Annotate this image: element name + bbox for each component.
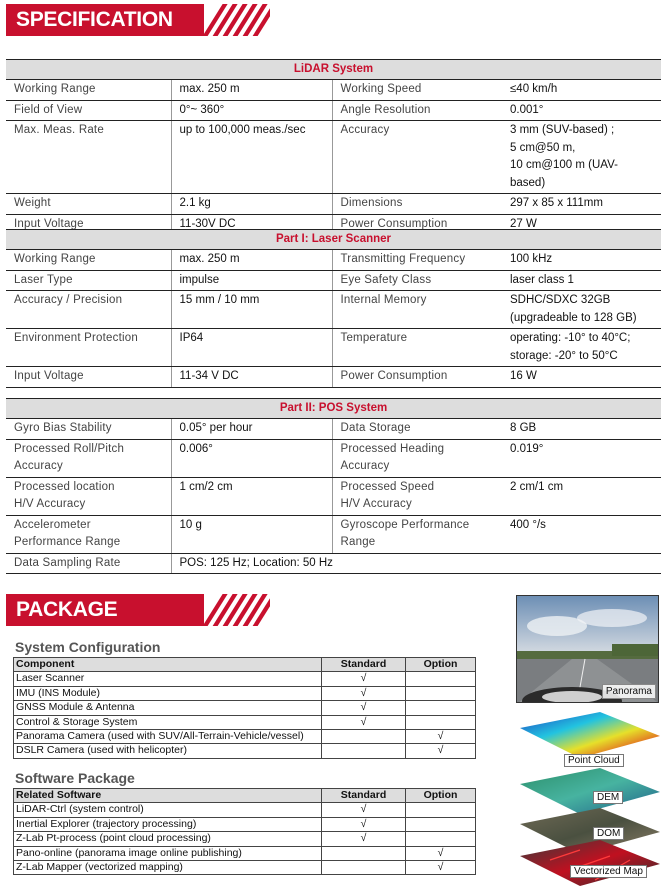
dem-label: DEM [593,791,623,804]
spec-value: 11-34 V DC [171,367,332,388]
check-mark [322,846,406,860]
spec-value: 8 GB [502,419,661,440]
software-package-title: Software Package [15,770,135,786]
laser-scanner-table [6,229,661,388]
spec-value: IP64 [171,329,332,367]
package-row [14,817,476,831]
system-configuration-table [13,657,476,759]
spec-label: Internal Memory [332,291,502,329]
package-row [14,803,476,817]
check-mark: √ [322,817,406,831]
spec-value: 400 °/s [502,515,661,553]
spec-value: POS: 125 Hz; Location: 50 Hz [171,553,661,574]
spec-label: Working Range [6,250,171,271]
package-item: Laser Scanner [14,672,322,686]
spec-label: Temperature [332,329,502,367]
check-mark [406,803,476,817]
banner-stripes [204,594,270,626]
package-column-header: Related Software [14,789,322,803]
spec-label: Accuracy / Precision [6,291,171,329]
spec-value: 11-30V DC [171,214,332,235]
spec-row [6,121,661,194]
spec-row [6,291,661,329]
spec-label: Processed location H/V Accuracy [6,477,171,515]
spec-label: Laser Type [6,270,171,291]
specification-title: SPECIFICATION [16,8,173,31]
check-mark [322,861,406,875]
package-row [14,846,476,860]
section-header-row [6,399,661,419]
check-mark: √ [406,730,476,744]
check-mark: √ [406,861,476,875]
layer-stack [510,710,665,886]
spec-row [6,477,661,515]
spec-row [6,329,661,367]
check-mark: √ [322,803,406,817]
package-header-row [14,658,476,672]
spec-label: Gyroscope Performance Range [332,515,502,553]
spec-label: Data Storage [332,419,502,440]
spec-label: Working Range [6,80,171,101]
spec-label: Processed Speed H/V Accuracy [332,477,502,515]
package-item: LiDAR-Ctrl (system control) [14,803,322,817]
check-mark: √ [322,701,406,715]
package-item: Z-Lab Mapper (vectorized mapping) [14,861,322,875]
spec-value: SDHC/SDXC 32GB (upgradeable to 128 GB) [502,291,661,329]
check-mark [406,817,476,831]
check-mark: √ [406,744,476,758]
lidar-system-table [6,59,661,235]
panorama-image [516,595,659,703]
spec-value: max. 250 m [171,80,332,101]
spec-value: laser class 1 [502,270,661,291]
spec-value: 16 W [502,367,661,388]
spec-label: Dimensions [332,194,502,215]
spec-label: Field of View [6,100,171,121]
package-row [14,832,476,846]
check-mark: √ [322,715,406,729]
section-header: LiDAR System [6,60,661,80]
spec-label: Input Voltage [6,367,171,388]
check-mark [322,744,406,758]
check-mark: √ [322,672,406,686]
spec-value: 100 kHz [502,250,661,271]
check-mark: √ [322,832,406,846]
spec-label: Input Voltage [6,214,171,235]
spec-label: Environment Protection [6,329,171,367]
spec-label: Angle Resolution [332,100,502,121]
spec-row [6,250,661,271]
package-title: PACKAGE [16,598,118,621]
spec-value: 2 cm/1 cm [502,477,661,515]
spec-label: Processed Heading Accuracy [332,439,502,477]
package-column-header: Option [406,789,476,803]
spec-value: 10 g [171,515,332,553]
spec-label: Weight [6,194,171,215]
check-mark [406,672,476,686]
spec-value: 0.05° per hour [171,419,332,440]
package-column-header: Option [406,658,476,672]
package-item: DSLR Camera (used with helicopter) [14,744,322,758]
package-item: Control & Storage System [14,715,322,729]
pos-system-table [6,398,661,574]
spec-label: Processed Roll/Pitch Accuracy [6,439,171,477]
package-item: GNSS Module & Antenna [14,701,322,715]
dem-layer [520,768,660,814]
spec-label: Eye Safety Class [332,270,502,291]
package-row [14,715,476,729]
spec-label: Gyro Bias Stability [6,419,171,440]
spec-label: Data Sampling Rate [6,553,171,574]
spec-value: 27 W [502,214,661,235]
spec-value: 0.001° [502,100,661,121]
spec-value: impulse [171,270,332,291]
check-mark [406,832,476,846]
package-item: Z-Lab Pt-process (point cloud processing) [14,832,322,846]
package-row [14,730,476,744]
spec-label: Accelerometer Performance Range [6,515,171,553]
point-cloud-layer [520,712,660,758]
spec-value: max. 250 m [171,250,332,271]
vectorized-map-label: Vectorized Map [570,865,647,878]
spec-value: 3 mm (SUV-based) ; 5 cm@50 m, 10 cm@100 m (UAV-based) [502,121,661,194]
point-cloud-label: Point Cloud [564,754,624,767]
spec-row [6,419,661,440]
spec-row [6,270,661,291]
spec-value: ≤40 km/h [502,80,661,101]
package-row [14,701,476,715]
spec-value: 297 x 85 x 111mm [502,194,661,215]
package-row [14,672,476,686]
package-item: Inertial Explorer (trajectory processing) [14,817,322,831]
spec-label: Power Consumption [332,214,502,235]
spec-label: Power Consumption [332,367,502,388]
system-configuration-title: System Configuration [15,639,161,655]
spec-row [6,100,661,121]
spec-label: Working Speed [332,80,502,101]
spec-row [6,194,661,215]
spec-value: 2.1 kg [171,194,332,215]
spec-label: Accuracy [332,121,502,194]
panorama-label: Panorama [602,684,656,699]
spec-value: operating: -10° to 40°C; storage: -20° to 50°C [502,329,661,367]
mapping-layers-graphic [510,710,665,886]
check-mark: √ [406,846,476,860]
package-item: Panorama Camera (used with SUV/All-Terrain-Vehicle/vessel) [14,730,322,744]
check-mark: √ [322,686,406,700]
banner-stripes [204,4,270,36]
package-column-header: Standard [322,658,406,672]
spec-row [6,367,661,388]
package-column-header: Component [14,658,322,672]
dom-label: DOM [593,827,624,840]
software-package-table [13,788,476,875]
package-banner [6,594,270,626]
section-header: Part II: POS System [6,399,661,419]
package-column-header: Standard [322,789,406,803]
check-mark [322,730,406,744]
package-row [14,861,476,875]
check-mark [406,686,476,700]
spec-value: up to 100,000 meas./sec [171,121,332,194]
check-mark [406,715,476,729]
package-header-row [14,789,476,803]
spec-value: 0.019° [502,439,661,477]
spec-value: 0°~ 360° [171,100,332,121]
spec-row [6,439,661,477]
package-item: Pano-online (panorama image online publishing) [14,846,322,860]
section-header-row [6,60,661,80]
spec-value: 0.006° [171,439,332,477]
check-mark [406,701,476,715]
specification-banner [6,4,270,36]
package-row [14,744,476,758]
section-header-row [6,230,661,250]
spec-label: Max. Meas. Rate [6,121,171,194]
spec-label: Transmitting Frequency [332,250,502,271]
spec-value: 15 mm / 10 mm [171,291,332,329]
section-header: Part I: Laser Scanner [6,230,661,250]
spec-row [6,515,661,553]
spec-value: 1 cm/2 cm [171,477,332,515]
spec-row [6,553,661,574]
package-item: IMU (INS Module) [14,686,322,700]
package-row [14,686,476,700]
spec-row [6,80,661,101]
